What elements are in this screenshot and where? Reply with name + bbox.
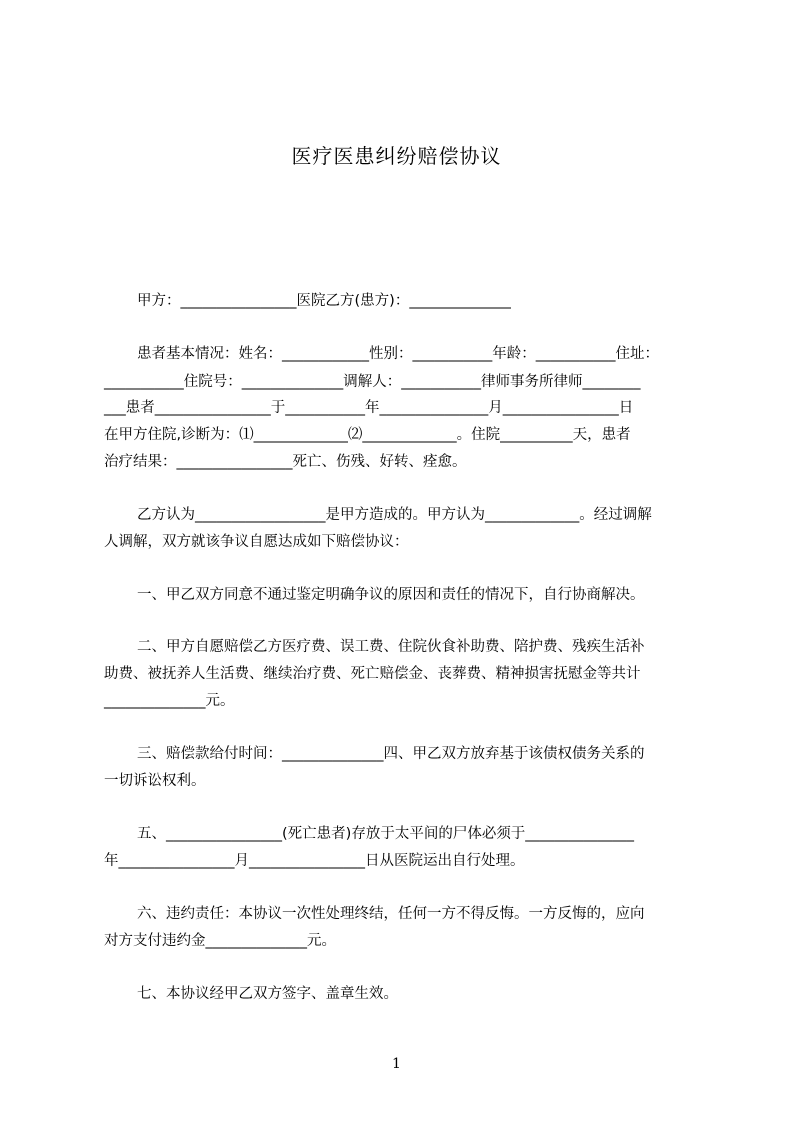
dispute-line-2: 人调解，双方就该争议自愿达成如下赔偿协议：: [104, 534, 409, 550]
document-title: 医疗医患纠纷赔偿协议: [291, 144, 502, 168]
patient-info-line-1: 患者基本情况：姓名：____________性别：___________年龄：___________住址：: [137, 346, 659, 362]
clause-6-line-1: 六、违约责任：本协议一次性处理终结，任何一方不得反悔。一方反悔的，应向: [137, 906, 645, 922]
clause-2-line-3: ______________元。: [104, 693, 235, 709]
clause-3-line-2: 一切诉讼权利。: [104, 773, 206, 789]
clause-2-line-2: 助费、被抚养人生活费、继续治疗费、死亡赔偿金、丧葬费、精神损害抚慰金等共计: [104, 666, 641, 682]
clause-5-line-1: 五、________________(死亡患者)存放于太平间的尸体必须于_______________: [137, 826, 635, 842]
patient-info-line-3: ___患者________________于___________年_______________月________________日: [104, 400, 634, 416]
party-line: 甲方：________________医院乙方(患方)：______________: [137, 293, 511, 309]
patient-info-line-5: 治疗结果：________________死亡、伤残、好转、痊愈。: [104, 454, 467, 470]
page-number: 1: [392, 1056, 401, 1072]
clause-6-line-2: 对方支付违约金______________元。: [104, 933, 336, 949]
patient-info-line-4: 在甲方住院,诊断为：⑴_____________⑵_____________。住院__________天，患者: [104, 427, 631, 443]
clause-2-line-1: 二、甲方自愿赔偿乙方医疗费、误工费、住院伙食补助费、陪护费、残疾生活补: [137, 639, 645, 655]
dispute-line-1: 乙方认为__________________是甲方造成的。甲方认为_____________。经过调解: [137, 507, 652, 523]
clause-7: 七、本协议经甲乙双方签字、盖章生效。: [137, 986, 398, 1002]
clause-5-line-2: 年________________月________________日从医院运出自行处理。: [104, 853, 525, 869]
patient-info-line-2: ___________住院号：______________调解人：___________律师事务所律师________: [104, 374, 641, 390]
clause-3-line-1: 三、赔偿款给付时间：______________四、甲乙双方放弃基于该债权债务关系的: [137, 746, 645, 762]
clause-1: 一、甲乙双方同意不通过鉴定明确争议的原因和责任的情况下，自行协商解决。: [137, 587, 645, 603]
